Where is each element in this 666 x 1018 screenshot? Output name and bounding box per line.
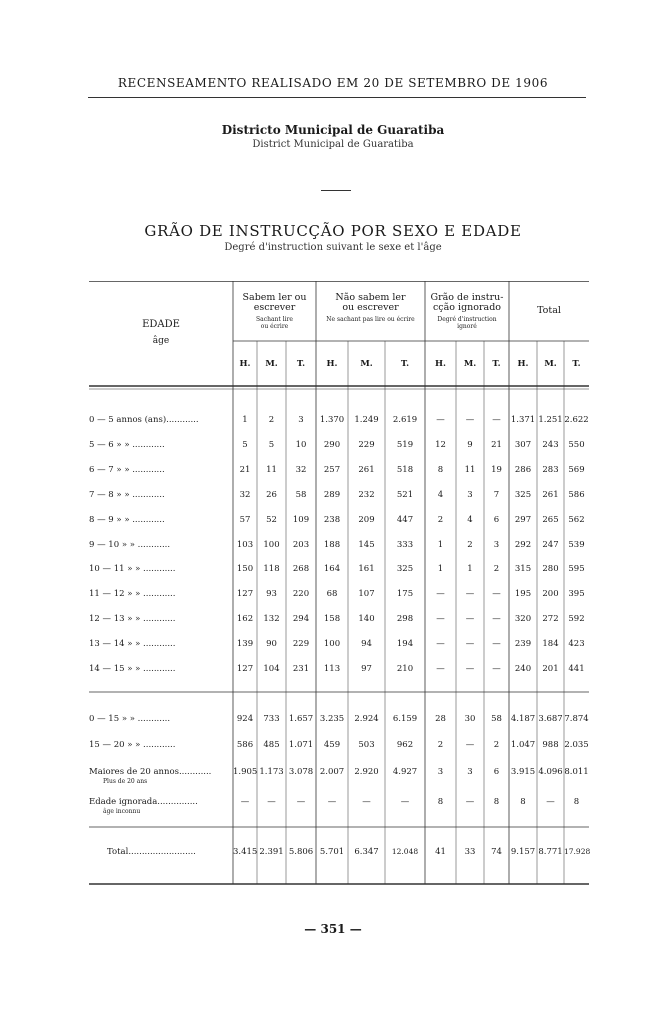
table-cell: 261 [542, 489, 559, 500]
table-cell: — [492, 415, 501, 425]
table-cell: 8 [437, 464, 444, 475]
table-cell: 325 [396, 564, 414, 575]
table-cell: 2.035 [564, 740, 589, 750]
table-cell: 539 [568, 539, 585, 550]
table-cell: 32 [295, 464, 307, 475]
table-cell: 1.071 [288, 740, 314, 750]
table-cell: — [327, 797, 337, 807]
table-cell: 200 [542, 589, 559, 600]
table-cell: 4 [437, 489, 444, 500]
group-header-text: Degré d'instruction [437, 316, 497, 323]
table-cell: 550 [568, 439, 585, 450]
table-cell: 562 [568, 514, 585, 525]
table-cell: 57 [239, 514, 251, 525]
row-label: 6 — 7 » » ............ [89, 464, 165, 475]
row-label: 8 — 9 » » ............ [89, 514, 165, 525]
table-cell: 3 [467, 489, 473, 500]
table-cell: 1 [437, 539, 444, 550]
table-cell: 962 [396, 740, 414, 750]
table-cell: 2.391 [259, 847, 284, 857]
row-label: 14 — 15 » » ............ [89, 664, 176, 674]
table-cell: 68 [326, 589, 338, 600]
district-title: Districto Municipal de Guaratiba [221, 123, 445, 137]
instruction-table [89, 281, 589, 886]
table-cell: 519 [396, 439, 414, 450]
table-cell: 21 [491, 439, 502, 450]
table-cell: 140 [358, 614, 375, 625]
table-cell: 3.915 [510, 767, 536, 777]
group-header-text: cção ignorado [432, 302, 501, 313]
table-cell: 164 [323, 564, 341, 575]
table-cell: 3 [298, 415, 304, 425]
table-cell: 52 [266, 514, 277, 525]
table-cell: — [465, 589, 475, 600]
group-header-text: escrever [253, 302, 296, 313]
table-cell: 1 [437, 564, 444, 575]
table-cell: 1.370 [319, 415, 345, 425]
row-label: 5 — 6 » » ............ [89, 439, 165, 450]
table-cell: 127 [236, 664, 254, 674]
table-cell: 188 [323, 539, 341, 550]
table-cell: 2 [467, 539, 473, 550]
table-cell: — [436, 415, 445, 425]
table-cell: — [296, 797, 306, 807]
table-cell: 485 [263, 740, 280, 750]
table-cell: 203 [292, 539, 310, 550]
column-head: M. [463, 359, 477, 369]
table-cell: 4.927 [392, 767, 418, 777]
row-label: 0 — 5 annos (ans)............ [89, 415, 199, 425]
table-cell: 209 [358, 514, 375, 525]
table-cell: 184 [542, 639, 559, 650]
row-sublabel: Plus de 20 ans [103, 778, 148, 785]
table-cell: 150 [236, 564, 254, 575]
column-head: H. [326, 359, 338, 369]
table-cell: 315 [514, 564, 532, 575]
table-cell: 2 [268, 415, 275, 425]
table-cell: — [492, 614, 501, 625]
table-cell: — [492, 589, 501, 600]
table-cell: 286 [514, 464, 532, 475]
table-cell: 58 [295, 489, 307, 500]
group-header-text: ignoré [457, 323, 477, 330]
table-cell: 11 [464, 464, 476, 475]
table-cell: 162 [236, 614, 254, 625]
table-cell: 1.047 [510, 740, 536, 750]
table-cell: — [465, 664, 475, 674]
table-cell: 3.687 [538, 714, 563, 724]
table-cell: 30 [464, 714, 476, 724]
table-cell: 195 [514, 589, 532, 600]
table-cell: 4.187 [510, 714, 536, 724]
table-cell: 6.159 [392, 714, 418, 724]
column-head: T. [296, 359, 306, 369]
table-cell: 1.905 [233, 767, 258, 777]
table-cell: 109 [292, 514, 310, 525]
table-cell: 8.011 [564, 767, 589, 777]
column-head: M. [265, 359, 278, 369]
table-cell: — [267, 797, 276, 807]
table-cell: 3 [467, 767, 473, 777]
table-cell: 1.251 [538, 415, 563, 425]
table-cell: — [492, 639, 501, 650]
table-cell: 4 [467, 514, 473, 525]
table-cell: 21 [239, 464, 251, 475]
table-cell: 283 [542, 464, 559, 475]
table-cell: 9.157 [510, 847, 536, 857]
table-cell: — [465, 797, 475, 807]
table-cell: — [465, 415, 475, 425]
table-cell: — [492, 664, 501, 674]
table-cell: 4.096 [538, 767, 563, 777]
table-cell: 32 [239, 489, 251, 500]
table-cell: 2 [493, 740, 500, 750]
table-cell: 127 [236, 589, 254, 600]
group-header-text: Grão de instru- [430, 292, 504, 303]
running-head: RECENSEAMENTO REALISADO EM 20 DE SETEMBRO DE 1906 [117, 76, 549, 90]
table-cell: 10 [295, 439, 307, 450]
group-header-text: ou escrever [342, 302, 399, 313]
table-cell: 325 [514, 489, 532, 500]
table-cell: 298 [396, 614, 414, 625]
table-cell: 3.415 [233, 847, 258, 857]
table-cell: 569 [568, 464, 585, 475]
table-cell: 257 [323, 464, 341, 475]
table-cell: 395 [568, 589, 585, 600]
table-cell: 5 [268, 439, 275, 450]
table-cell: 58 [491, 714, 502, 724]
table-cell: 3 [493, 539, 500, 550]
table-cell: 19 [491, 464, 502, 475]
table-cell: 423 [568, 639, 585, 650]
table-cell: 6 [493, 767, 500, 777]
section-subtitle: Degré d'instruction suivant le sexe et l'âge [224, 242, 442, 253]
table-cell: 139 [236, 639, 254, 650]
table-cell: 175 [396, 589, 414, 600]
column-head: H. [435, 359, 446, 369]
table-cell: 161 [358, 564, 375, 575]
table-cell: 103 [236, 539, 254, 550]
table-cell: 595 [568, 564, 585, 575]
table-cell: 521 [396, 489, 414, 500]
table-cell: 118 [263, 564, 280, 575]
column-head: H. [517, 359, 529, 369]
table-cell: — [362, 797, 371, 807]
table-cell: 158 [323, 614, 341, 625]
table-cell: 107 [358, 589, 375, 600]
table-cell: 2 [493, 564, 500, 575]
table-cell: 17.928 [564, 847, 591, 856]
table-cell: 280 [542, 564, 559, 575]
column-head: T. [400, 359, 410, 369]
table-cell: 333 [396, 539, 414, 550]
table-cell: 6 [493, 514, 500, 525]
table-cell: 518 [396, 464, 414, 475]
edade-heading: EDADE [142, 319, 180, 330]
table-cell: 3.078 [288, 767, 314, 777]
table-cell: 93 [266, 589, 277, 600]
district-subtitle: District Municipal de Guaratiba [252, 139, 414, 150]
edade-subheading: âge [152, 336, 170, 346]
table-cell: 988 [542, 740, 559, 750]
group-header-text: Ne sachant pas lire ou écrire [326, 316, 415, 323]
table-cell: 289 [323, 489, 341, 500]
table-cell: 243 [542, 439, 559, 450]
table-rules [89, 281, 589, 886]
table-cell: 268 [292, 564, 310, 575]
table-cell: 33 [464, 847, 476, 857]
group-header-text: ou écrire [260, 323, 289, 330]
table-cell: 201 [542, 664, 559, 674]
page-number: — 351 — [304, 922, 362, 936]
group-header-text: Total [537, 305, 561, 316]
row-label: 9 — 10 » » ............ [89, 539, 171, 550]
table-cell: 247 [542, 539, 559, 550]
table-cell: 90 [266, 639, 277, 650]
table-cell: 220 [292, 589, 310, 600]
row-label: Total......................... [107, 847, 196, 857]
table-cell: — [436, 664, 445, 674]
table-cell: 104 [263, 664, 280, 674]
table-cell: 2 [437, 514, 444, 525]
row-label: 11 — 12 » » ............ [89, 589, 176, 600]
table-cell: 8 [493, 797, 500, 807]
table-cell: — [465, 639, 475, 650]
column-head: H. [239, 359, 251, 369]
row-label: Maiores de 20 annos............ [89, 767, 212, 777]
column-head: T. [492, 359, 501, 369]
table-cell: 5.701 [319, 847, 345, 857]
table-cell: 2.619 [392, 415, 418, 425]
table-cell: 733 [263, 714, 280, 724]
table-cell: 1.173 [259, 767, 284, 777]
table-cell: 41 [435, 847, 446, 857]
table-cell: 8 [437, 797, 444, 807]
table-cell: 294 [292, 614, 310, 625]
table-cell: — [400, 797, 410, 807]
group-header-text: Não sabem ler [335, 292, 406, 303]
row-label: 15 — 20 » » ............ [89, 740, 176, 750]
table-cell: 231 [292, 664, 310, 674]
table-cell: — [436, 589, 445, 600]
table-cell: — [436, 614, 445, 625]
table-cell: 320 [514, 614, 532, 625]
column-head: M. [360, 359, 373, 369]
table-cell: 292 [514, 539, 532, 550]
table-cell: 194 [396, 639, 414, 650]
table-cell: 12.048 [391, 847, 419, 856]
table-cell: 2 [437, 740, 444, 750]
table-cell: 592 [568, 614, 585, 625]
table-cell: 8 [520, 797, 526, 807]
table-cell: 2.924 [354, 714, 379, 724]
header-rule [88, 97, 586, 98]
table-cell: 8.771 [538, 847, 563, 857]
table-cell: 26 [266, 489, 277, 500]
row-label: Edade ignorada............... [89, 797, 198, 807]
table-cell: — [436, 639, 445, 650]
table-cell: 132 [263, 614, 280, 625]
table-cell: 1 [242, 415, 248, 425]
row-label: 12 — 13 » » ............ [89, 614, 176, 625]
table-cell: 441 [568, 664, 585, 674]
table-cell: 97 [361, 664, 372, 674]
table-cell: — [546, 797, 555, 807]
table-cell: 586 [568, 489, 585, 500]
table-cell: 3 [437, 767, 444, 777]
table-cell: — [465, 614, 475, 625]
table-cell: 1.371 [510, 415, 536, 425]
table-cell: 28 [435, 714, 446, 724]
table-cell: 307 [514, 439, 532, 450]
table-cell: 272 [542, 614, 559, 625]
row-label: 7 — 8 » » ............ [89, 489, 165, 500]
table-cell: 100 [263, 539, 280, 550]
table-cell: 459 [323, 740, 341, 750]
row-label: 10 — 11 » » ............ [89, 564, 176, 575]
table-cell: 261 [358, 464, 375, 475]
row-sublabel: âge inconnu [103, 808, 141, 815]
table-cell: 210 [396, 664, 414, 674]
column-head: M. [544, 359, 557, 369]
table-cell: 447 [396, 514, 414, 525]
separator-rule [321, 190, 351, 191]
table-cell: 265 [542, 514, 559, 525]
row-label: 13 — 14 » » ............ [89, 639, 176, 650]
table-cell: 7 [493, 489, 500, 500]
row-label: 0 — 15 » » ............ [89, 714, 171, 724]
table-cell: 924 [236, 714, 254, 724]
table-cell: 2.920 [354, 767, 379, 777]
table-cell: 11 [266, 464, 277, 475]
table-cell: 238 [323, 514, 341, 525]
table-cell: 232 [358, 489, 375, 500]
table-cell: 9 [467, 439, 473, 450]
table-cell: 5.806 [288, 847, 314, 857]
table-cell: 5 [242, 439, 248, 450]
table-cell: 100 [323, 639, 341, 650]
section-title: GRÃO DE INSTRUCÇÃO POR SEXO E EDADE [144, 222, 522, 240]
table-cell: 74 [491, 847, 502, 857]
table-cell: 229 [292, 639, 310, 650]
table-cell: 290 [323, 439, 341, 450]
table-cell: 6.347 [354, 847, 379, 857]
table-cell: 239 [514, 639, 532, 650]
table-cell: 297 [514, 514, 532, 525]
table-cell: — [240, 797, 250, 807]
table-cell: 3.235 [319, 714, 345, 724]
table-cell: 7.874 [564, 714, 589, 724]
table-cell: 229 [358, 439, 375, 450]
table-cell: 94 [361, 639, 372, 650]
group-header-text: Sabem ler ou [242, 292, 307, 303]
table-cell: 586 [236, 740, 254, 750]
table-cell: 1 [467, 564, 473, 575]
table-cell: 1.249 [354, 415, 379, 425]
table-cell: 2.007 [319, 767, 345, 777]
table-cell: 8 [573, 797, 580, 807]
table-cell: — [465, 740, 475, 750]
group-header-text: Sachant lire [256, 316, 293, 323]
column-head: T. [572, 359, 581, 369]
table-cell: 503 [358, 740, 375, 750]
table-cell: 12 [435, 439, 446, 450]
table-cell: 1.657 [288, 714, 314, 724]
table-cell: 145 [358, 539, 375, 550]
table-cell: 2.622 [564, 415, 589, 425]
table-cell: 240 [514, 664, 532, 674]
table-cell: 113 [323, 664, 341, 674]
